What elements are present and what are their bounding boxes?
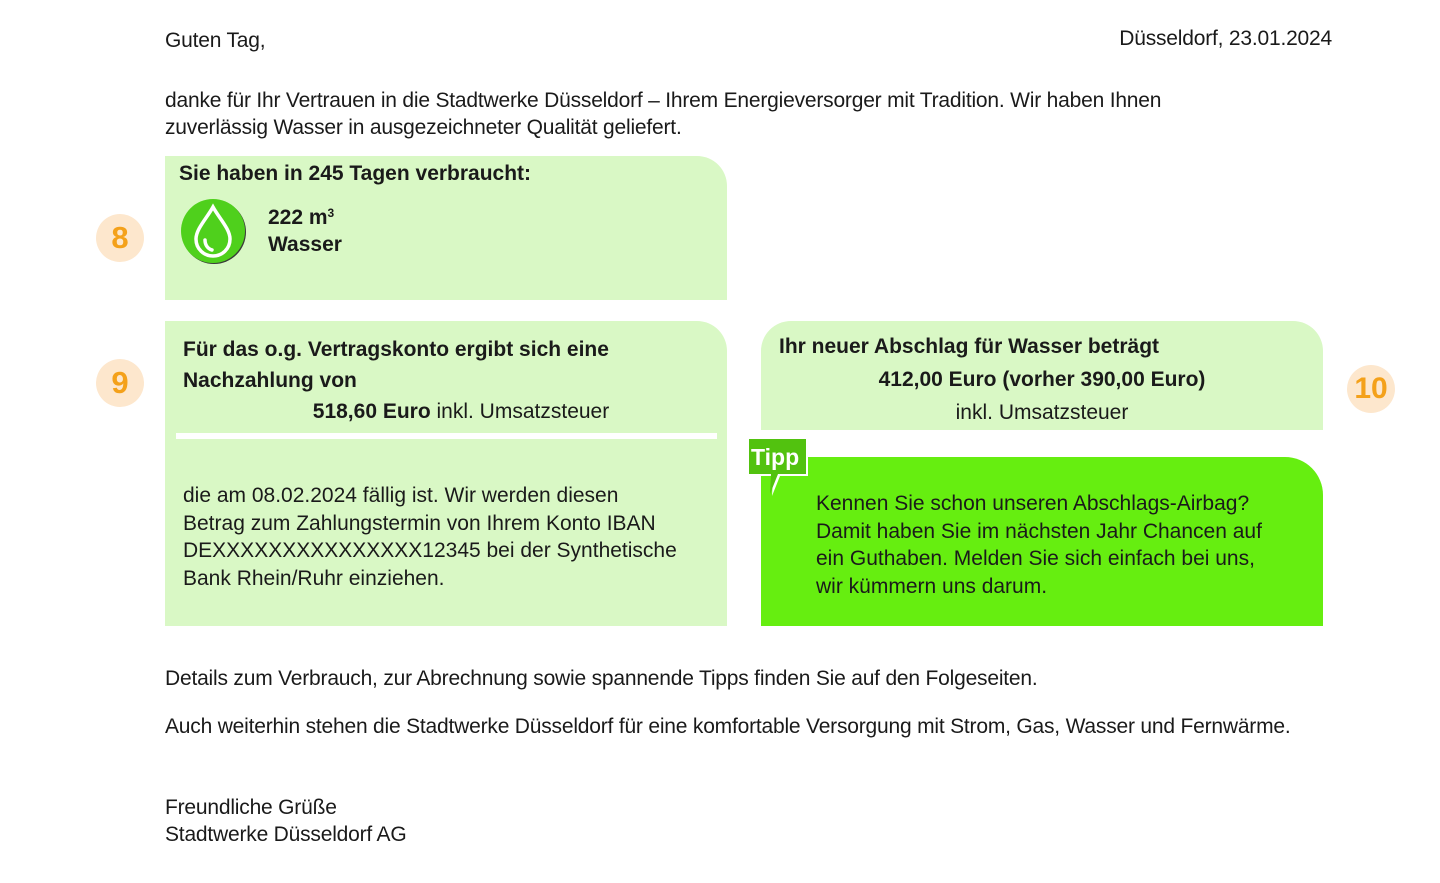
payment-amount-line [165,398,727,425]
intro-line-1: danke für Ihr Vertrauen in die Stadtwerke Düsseldorf – Ihrem Energieversorger mit Tradition. Wir haben Ihnen [165,89,1162,112]
usage-medium: Wasser [268,233,342,256]
payment-title: Für das o.g. Vertragskonto ergibt sich eine Nachzahlung von [183,338,609,392]
usage-amount [268,204,334,231]
payment-text-line: DEXXXXXXXXXXXXXXX12345 bei der Synthetische [183,539,677,563]
closing [165,794,406,848]
water-drop-icon [180,198,247,265]
callout-badge-9: 9 [96,359,144,407]
callout-badge-8: 8 [96,214,144,262]
tip-text [816,490,1262,601]
installment-amount: 412,00 Euro (vorher 390,00 Euro) [878,368,1206,391]
installment-tax-note: inkl. Umsatzsteuer [955,401,1129,424]
payment-text-line: Betrag zum Zahlungstermin von Ihrem Konto IBAN [183,511,656,535]
payment-divider [176,433,717,439]
company-name: Stadtwerke Düsseldorf AG [165,823,407,846]
tip-line: ein Guthaben. Melden Sie sich einfach bei uns, [816,547,1255,571]
closing-phrase: Freundliche Grüße [165,796,337,819]
tip-label: Tipp [751,444,800,470]
usage-amount-value: 222 m [268,206,328,229]
callout-badge-10: 10 [1347,365,1395,413]
intro-line-2: zuverlässig Wasser in ausgezeichneter Qualität geliefert. [165,116,682,139]
tip-line: Damit haben Sie im nächsten Jahr Chancen auf [816,519,1262,543]
payment-text [183,482,677,593]
payment-text-line: Bank Rhein/Ruhr einziehen. [183,567,445,591]
payment-tax-note: inkl. Umsatzsteuer [430,400,610,423]
greeting: Guten Tag, [165,29,266,52]
installment-title: Ihr neuer Abschlag für Wasser beträgt [779,335,1160,358]
payment-amount: 518,60 Euro [312,400,431,423]
details-text: Details zum Verbrauch, zur Abrechnung sowie spannende Tipps finden Sie auf den Folgeseiten. [165,667,1038,690]
place-date: Düsseldorf, 23.01.2024 [1119,27,1332,50]
usage-title: Sie haben in 245 Tagen verbraucht: [179,162,532,185]
payment-text-line: die am 08.02.2024 fällig ist. Wir werden diesen [183,484,619,507]
tip-line: Kennen Sie schon unseren Abschlags-Airbag? [816,492,1250,515]
intro-text [165,87,1161,141]
further-text: Auch weiterhin stehen die Stadtwerke Düsseldorf für eine komfortable Versorgung mit Strom, Gas, Wasser und Fernwärme. [165,715,1291,738]
unit-superscript: 3 [327,206,335,220]
tip-line: wir kümmern uns darum. [816,575,1048,599]
